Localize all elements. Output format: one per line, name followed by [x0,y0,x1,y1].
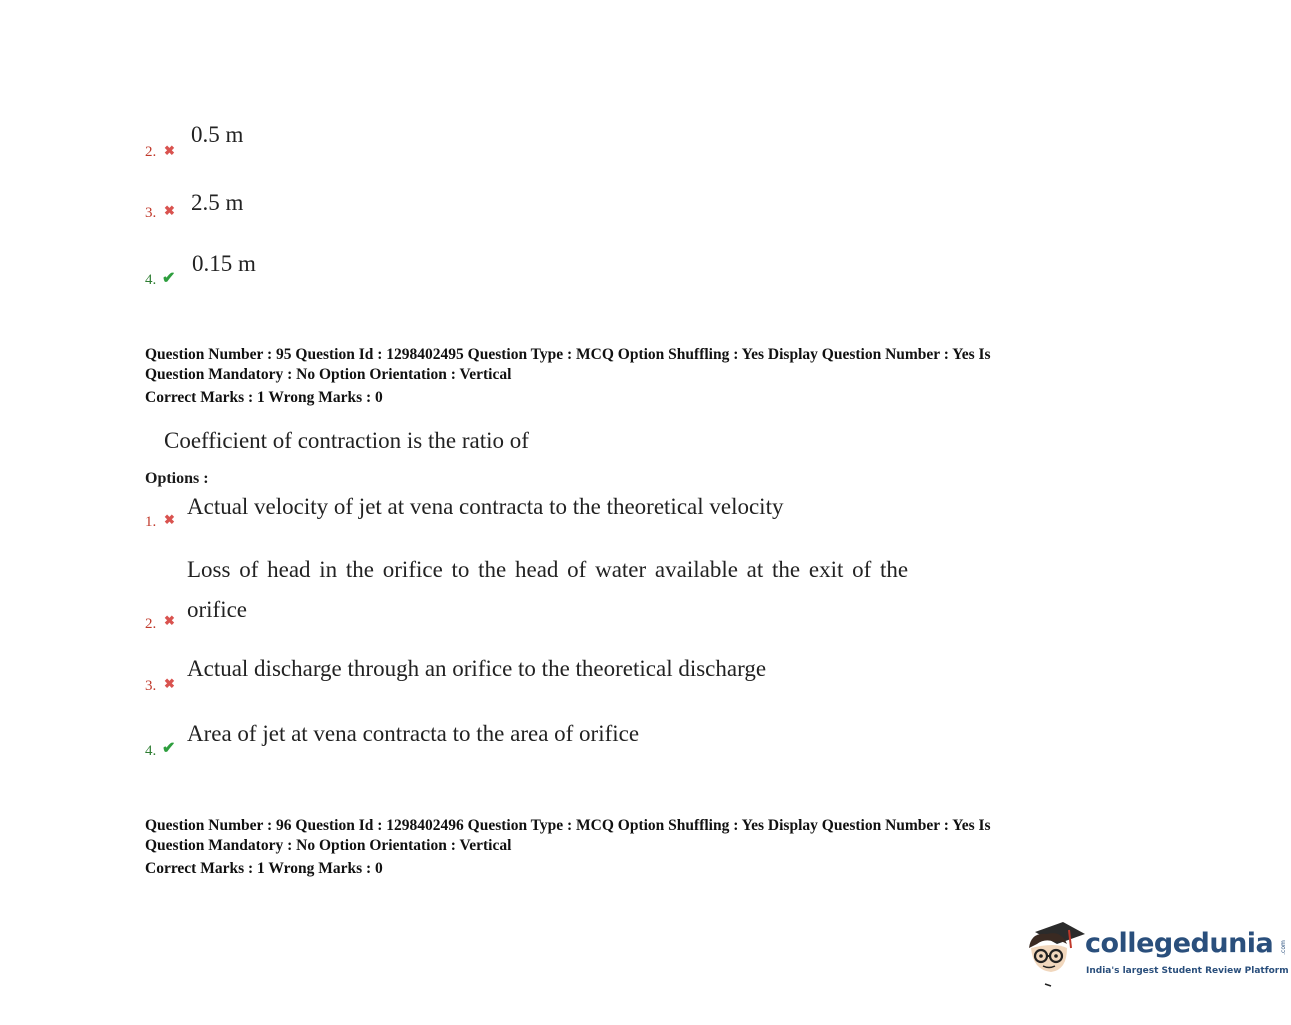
question-95-meta-line2: Question Mandatory : No Option Orientation : Vertical [145,366,512,383]
question-96-marks: Correct Marks : 1 Wrong Marks : 0 [145,860,383,877]
q95-option-3-text: Actual discharge through an orifice to the theoretical discharge [187,656,767,681]
options-label: Options : [145,470,209,487]
wrong-mark-icon: ✖ [164,613,175,628]
q95-option-1-text: Actual velocity of jet at vena contracta to the theoretical velocity [187,494,784,519]
question-96-meta-line2: Question Mandatory : No Option Orientation : Vertical [145,837,512,854]
question-95-marks: Correct Marks : 1 Wrong Marks : 0 [145,389,383,406]
logo-name: collegedunia [1085,928,1274,959]
q95-option-3-number: 3. [145,678,157,694]
prev-option-2-text: 0.5 m [191,122,244,147]
wrong-mark-icon: ✖ [164,676,175,691]
wrong-mark-icon: ✖ [164,203,175,218]
q95-option-2-text-line2: orifice [187,597,248,622]
question-96-meta [145,816,991,879]
question-95-text: Coefficient of contraction is the ratio of [164,428,529,453]
logo-tagline: India's largest Student Review Platform [1086,966,1289,976]
prev-option-4-text: 0.15 m [192,251,256,276]
q95-option-2-text-line1: Loss of head in the orifice to the head of water available at the exit of the [187,557,909,582]
prev-option-3-number: 3. [145,205,157,221]
correct-check-icon: ✔ [162,270,176,287]
correct-check-icon: ✔ [162,740,176,757]
mascot-graduation-cap-icon [1025,918,1085,988]
collegedunia-logo [1025,918,1289,988]
question-95-meta [145,345,991,408]
wrong-mark-icon: ✖ [164,143,175,158]
q95-option-4-number: 4. [145,743,157,759]
wrong-mark-icon: ✖ [164,512,175,527]
q95-option-1-number: 1. [145,514,157,530]
question-96-meta-line1: Question Number : 96 Question Id : 1298402496 Question Type : MCQ Option Shuffling : Yes Display Question Number : Yes Is [145,817,991,834]
q95-option-4-text: Area of jet at vena contracta to the area of orifice [187,721,640,746]
q95-option-2-number: 2. [145,616,157,632]
prev-option-4-number: 4. [145,272,157,288]
prev-option-3-text: 2.5 m [191,190,244,215]
question-95-meta-line1: Question Number : 95 Question Id : 1298402495 Question Type : MCQ Option Shuffling : Yes Display Question Number : Yes Is [145,346,991,363]
logo-suffix: .com [1280,940,1288,955]
prev-option-2-number: 2. [145,144,157,160]
